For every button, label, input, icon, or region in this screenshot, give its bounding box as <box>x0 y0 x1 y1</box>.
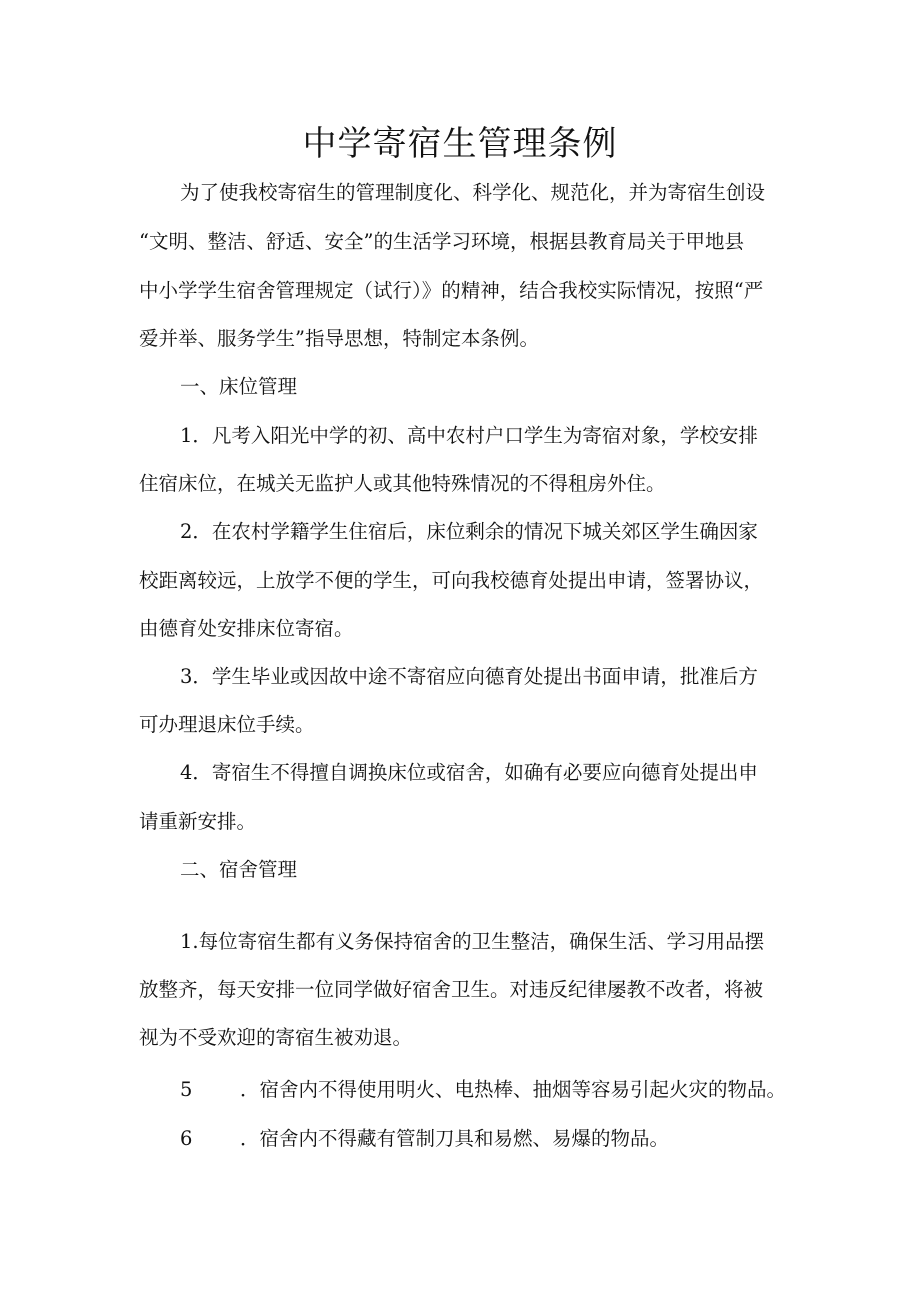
bed-item-2-line: 由德育处安排床位寄宿。 <box>139 617 354 640</box>
document-title: 中学寄宿生管理条例 <box>302 124 618 164</box>
bed-item-3-line: 3．学生毕业或因故中途不寄宿应向德育处提出书面申请，批准后方 <box>180 665 758 688</box>
bed-item-2-line: 校距离较远，上放学不便的学生，可向我校德育处提出申请，签署协议， <box>139 569 764 592</box>
bed-item-3-line: 可办理退床位手续。 <box>139 713 315 736</box>
intro-line: 爱并举、服务学生”指导思想，特制定本条例。 <box>139 327 539 350</box>
bed-item-1-line: 住宿床位，在城关无监护人或其他特殊情况的不得租房外住。 <box>139 472 666 495</box>
intro-line: 为了使我校寄宿生的管理制度化、科学化、规范化，并为寄宿生创设 <box>180 181 766 204</box>
intro-line: “文明、整洁、舒适、安全”的生活学习环境，根据县教育局关于甲地县 <box>139 230 744 253</box>
bed-item-4-line: 请重新安排。 <box>139 810 257 833</box>
item-number: 5 <box>180 1078 193 1101</box>
section-heading-dorm-management: 二、宿舍管理 <box>180 858 298 881</box>
item-number: 6 <box>180 1127 193 1150</box>
dorm-item-5 <box>180 1077 786 1103</box>
item-text: ．宿舍内不得藏有管制刀具和易燃、易爆的物品。 <box>240 1127 670 1150</box>
dorm-item-1-line: 放整齐，每天安排一位同学做好宿舍卫生。对违反纪律屡教不改者，将被 <box>139 978 764 1001</box>
bed-item-1-line: 1．凡考入阳光中学的初、高中农村户口学生为寄宿对象，学校安排 <box>180 424 758 447</box>
section-heading-bed-management: 一、床位管理 <box>180 375 298 398</box>
dorm-item-1-line: 1.每位寄宿生都有义务保持宿舍的卫生整洁，确保生活、学习用品摆 <box>180 930 765 953</box>
dorm-item-6 <box>180 1126 669 1152</box>
item-text: ．宿舍内不得使用明火、电热棒、抽烟等容易引起火灾的物品。 <box>240 1078 787 1101</box>
dorm-item-1-line: 视为不受欢迎的寄宿生被劝退。 <box>139 1026 413 1049</box>
bed-item-2-line: 2．在农村学籍学生住宿后，床位剩余的情况下城关郊区学生确因家 <box>180 520 758 543</box>
intro-line: 中小学学生宿舍管理规定（试行）》的精神，结合我校实际情况，按照“严 <box>139 279 764 302</box>
bed-item-4-line: 4．寄宿生不得擅自调换床位或宿舍，如确有必要应向德育处提出申 <box>180 761 758 784</box>
